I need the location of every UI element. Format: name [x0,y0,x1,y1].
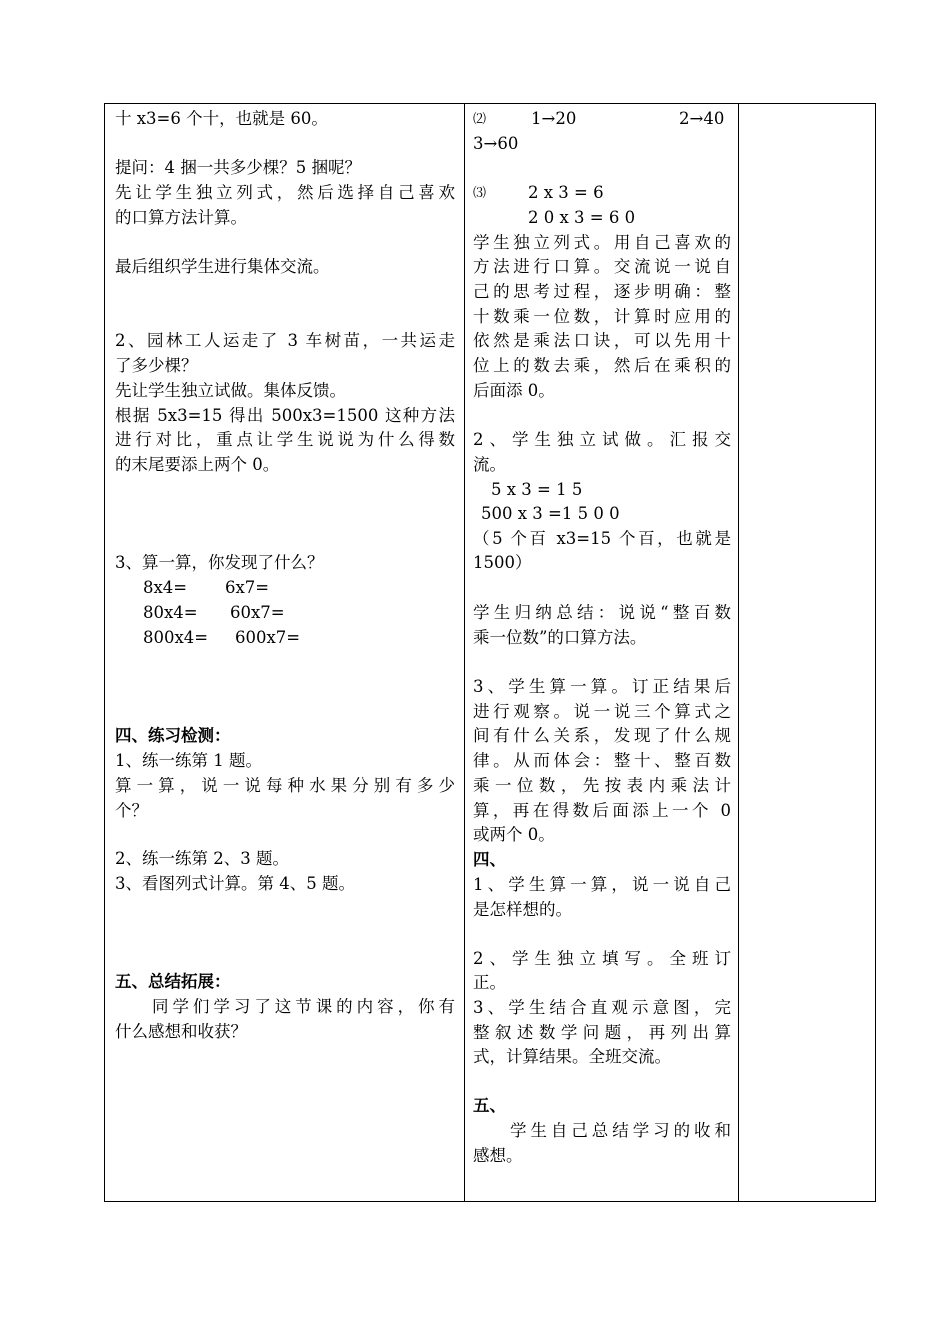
text-line: 己的思考过程，逐步明确：整 [473,282,731,301]
text-line: 间有什么关系，发现了什么规 [473,726,731,745]
equation: 80x4= [143,603,198,622]
item-number: ⑵ [473,112,487,127]
equation: 8x4= [143,578,188,597]
text-line: 方法进行口算。交流说一说自 [473,257,731,276]
notes-column [739,104,876,1201]
text-line: 算，再在得数后面添上一个 0 [473,801,731,820]
text-line: 进行观察。说一说三个算式之 [473,702,731,721]
item-number: ⑶ [473,186,487,201]
text-line: 乘一位数”的口算方法。 [473,628,647,647]
text-line: 2、练一练第 2、3 题。 [115,849,289,868]
text-line: 后面添 0。 [473,381,555,400]
equation: 600x7= [235,628,301,647]
equation: 800x4= [143,628,209,647]
text-line: （5 个百 x3=15 个百，也就是 [473,529,731,548]
text-line: 先让学生独立试做。集体反馈。 [115,381,346,400]
text-line: 的口算方法计算。 [115,208,247,227]
text-line: 提问：4 捆一共多少棵？5 捆呢？ [115,158,361,177]
text-line: 乘一位数，先按表内乘法计 [473,776,731,795]
text-line: 了多少棵？ [115,356,198,375]
text-line: 感想。 [473,1146,523,1165]
text-line: 进行对比，重点让学生说说为什么得数 [115,430,455,449]
text-line: 最后组织学生进行集体交流。 [115,257,330,276]
section-heading: 五、总结拓展： [115,972,231,991]
text-line: 根据 5x3=15 得出 500x3=1500 这种方法 [115,406,455,425]
equation: 2→40 [679,109,725,128]
text-line: 正。 [473,973,506,992]
text-line: 同学们学习了这节课的内容，你有 [152,997,455,1016]
section-heading: 四、练习检测： [115,726,231,745]
text-line: 依然是乘法口诀，可以先用十 [473,331,731,350]
text-line: 1、学生算一算，说一说自己 [473,875,731,894]
equation: 1→20 [531,109,577,128]
lesson-plan-table [104,103,876,1202]
text-line: 先让学生独立列式，然后选择自己喜欢 [115,183,455,202]
text-line: 3、算一算，你发现了什么？ [115,553,324,572]
equation: 6x7= [225,578,270,597]
equation: 3→60 [473,134,519,153]
text-line: 2、学生独立试做。汇报交 [473,430,731,449]
text-line: 十数乘一位数，计算时应用的 [473,307,731,326]
text-line: 2、园林工人运走了 3 车树苗，一共运走 [115,331,455,350]
column-divider [464,104,465,1201]
text-line: 3、学生结合直观示意图，完 [473,998,731,1017]
text-line: 十 x3=6 个十，也就是 60。 [115,109,328,128]
text-line: 个？ [115,801,148,820]
equation: 2 0 x 3 = 6 0 [528,208,636,227]
text-line: 流。 [473,455,506,474]
text-line: 算一算，说一说每种水果分别有多少 [115,776,455,795]
section-heading: 五、 [473,1096,506,1115]
text-line: 整叙述数学问题，再列出算 [473,1023,731,1042]
text-line: 学生归纳总结：说说“整百数 [473,603,731,622]
text-line: 的末尾要添上两个 0。 [115,455,280,474]
text-line: 位上的数去乘，然后在乘积的 [473,356,731,375]
section-heading: 四、 [473,850,506,869]
equation: 60x7= [230,603,285,622]
equation: 500 x 3 =1 5 0 0 [481,504,620,523]
text-line: 3、看图列式计算。第 4、5 题。 [115,874,355,893]
text-line: 2、学生独立填写。全班订 [473,949,731,968]
text-line: 学生自己总结学习的收和 [510,1121,731,1140]
text-line: 是怎样想的。 [473,900,572,919]
text-line: 什么感想和收获？ [115,1022,247,1041]
text-line: 3、学生算一算。订正结果后 [473,677,731,696]
text-line: 1、练一练第 1 题。 [115,751,262,770]
equation: 5 x 3 = 1 5 [491,480,583,499]
text-line: 式，计算结果。全班交流。 [473,1047,671,1066]
text-line: 律。从而体会：整十、整百数 [473,751,731,770]
text-line: 或两个 0。 [473,825,555,844]
text-line: 学生独立列式。用自己喜欢的 [473,233,731,252]
equation: 2 x 3 = 6 [528,183,604,202]
text-line: 1500） [473,553,532,572]
